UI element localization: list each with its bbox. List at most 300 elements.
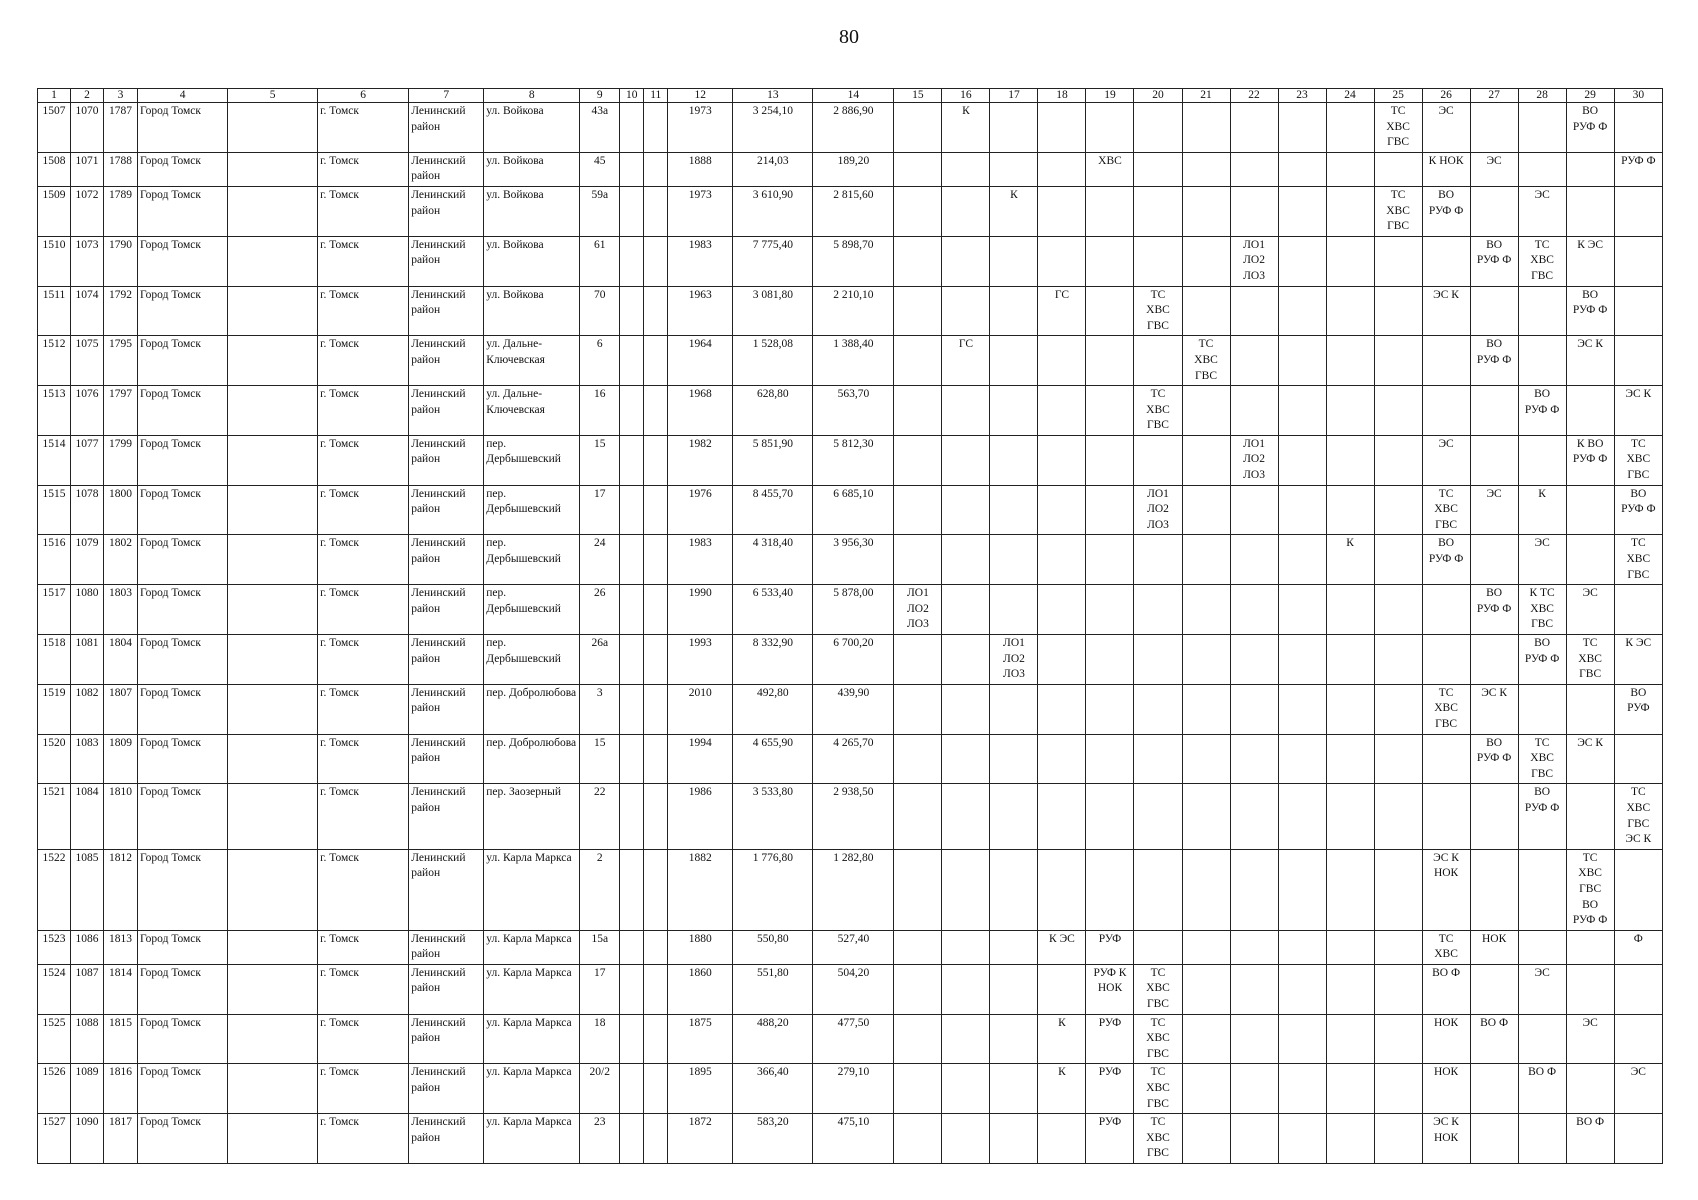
cell-col-27: ЭС bbox=[1470, 152, 1518, 186]
cell-col-5 bbox=[228, 103, 318, 153]
cell-col-2: 1079 bbox=[71, 535, 104, 585]
cell-col-20 bbox=[1134, 684, 1182, 734]
cell-col-22 bbox=[1230, 485, 1278, 535]
cell-col-18 bbox=[1038, 236, 1086, 286]
cell-col-24 bbox=[1326, 286, 1374, 336]
cell-col-15 bbox=[894, 635, 942, 685]
cell-col-16 bbox=[942, 1014, 990, 1064]
table-row bbox=[38, 103, 1663, 153]
cell-col-24 bbox=[1326, 1014, 1374, 1064]
cell-col-3: 1816 bbox=[104, 1064, 138, 1114]
cell-col-28: ТС ХВС ГВС bbox=[1518, 236, 1566, 286]
table-row bbox=[38, 236, 1663, 286]
cell-col-2: 1086 bbox=[71, 930, 104, 964]
cell-col-26: ТС ХВС ГВС bbox=[1422, 684, 1470, 734]
column-header-23: 23 bbox=[1278, 89, 1326, 103]
cell-col-15 bbox=[894, 186, 942, 236]
cell-col-13: 3 610,90 bbox=[733, 186, 813, 236]
cell-col-7: Ленинский район bbox=[409, 684, 484, 734]
cell-col-26 bbox=[1422, 236, 1470, 286]
cell-col-8: ул. Войкова bbox=[484, 152, 580, 186]
cell-col-13: 366,40 bbox=[733, 1064, 813, 1114]
cell-col-9: 15 bbox=[580, 435, 620, 485]
cell-col-11 bbox=[644, 964, 668, 1014]
cell-col-30 bbox=[1614, 964, 1662, 1014]
cell-col-2: 1084 bbox=[71, 784, 104, 849]
cell-col-2: 1083 bbox=[71, 734, 104, 784]
cell-col-6: г. Томск bbox=[318, 152, 409, 186]
cell-col-24 bbox=[1326, 386, 1374, 436]
cell-col-14: 279,10 bbox=[813, 1064, 894, 1114]
cell-col-29: К ЭС bbox=[1566, 236, 1614, 286]
cell-col-14: 5 898,70 bbox=[813, 236, 894, 286]
cell-col-28 bbox=[1518, 103, 1566, 153]
cell-col-30 bbox=[1614, 236, 1662, 286]
cell-col-18 bbox=[1038, 784, 1086, 849]
cell-col-14: 4 265,70 bbox=[813, 734, 894, 784]
cell-col-19: РУФ bbox=[1086, 930, 1134, 964]
cell-col-14: 1 388,40 bbox=[813, 336, 894, 386]
cell-col-8: ул. Дальне-Ключевская bbox=[484, 386, 580, 436]
cell-col-22 bbox=[1230, 930, 1278, 964]
cell-col-18 bbox=[1038, 336, 1086, 386]
cell-col-25 bbox=[1374, 236, 1422, 286]
cell-col-30: ВО РУФ Ф bbox=[1614, 485, 1662, 535]
cell-col-25 bbox=[1374, 1014, 1422, 1064]
cell-col-12: 1968 bbox=[668, 386, 733, 436]
cell-col-6: г. Томск bbox=[318, 635, 409, 685]
cell-col-21 bbox=[1182, 485, 1230, 535]
cell-col-2: 1081 bbox=[71, 635, 104, 685]
cell-col-20: ТС ХВС ГВС bbox=[1134, 386, 1182, 436]
cell-col-27: НОК bbox=[1470, 930, 1518, 964]
cell-col-19 bbox=[1086, 535, 1134, 585]
cell-col-17 bbox=[990, 930, 1038, 964]
cell-col-12: 1973 bbox=[668, 186, 733, 236]
cell-col-6: г. Томск bbox=[318, 286, 409, 336]
cell-col-4: Город Томск bbox=[138, 386, 228, 436]
cell-col-23 bbox=[1278, 784, 1326, 849]
cell-col-17 bbox=[990, 152, 1038, 186]
cell-col-28 bbox=[1518, 684, 1566, 734]
cell-col-5 bbox=[228, 535, 318, 585]
cell-col-22 bbox=[1230, 635, 1278, 685]
cell-col-28 bbox=[1518, 930, 1566, 964]
cell-col-28: К bbox=[1518, 485, 1566, 535]
cell-col-4: Город Томск bbox=[138, 152, 228, 186]
cell-col-28: ВО РУФ Ф bbox=[1518, 386, 1566, 436]
cell-col-24 bbox=[1326, 236, 1374, 286]
cell-col-9: 59а bbox=[580, 186, 620, 236]
cell-col-26: ВО Ф bbox=[1422, 964, 1470, 1014]
cell-col-24 bbox=[1326, 635, 1374, 685]
cell-col-7: Ленинский район bbox=[409, 286, 484, 336]
table-row bbox=[38, 585, 1663, 635]
cell-col-21 bbox=[1182, 186, 1230, 236]
cell-col-12: 1888 bbox=[668, 152, 733, 186]
cell-col-12: 1994 bbox=[668, 734, 733, 784]
cell-col-10 bbox=[620, 635, 644, 685]
cell-col-27: ЭС К bbox=[1470, 684, 1518, 734]
cell-col-22 bbox=[1230, 1014, 1278, 1064]
cell-col-11 bbox=[644, 684, 668, 734]
cell-col-14: 475,10 bbox=[813, 1114, 894, 1164]
cell-col-10 bbox=[620, 435, 644, 485]
cell-col-4: Город Томск bbox=[138, 1064, 228, 1114]
cell-col-10 bbox=[620, 684, 644, 734]
cell-col-7: Ленинский район bbox=[409, 336, 484, 386]
cell-col-15 bbox=[894, 152, 942, 186]
cell-col-26: НОК bbox=[1422, 1014, 1470, 1064]
cell-col-12: 1880 bbox=[668, 930, 733, 964]
cell-col-25 bbox=[1374, 1114, 1422, 1164]
cell-col-1: 1522 bbox=[38, 849, 71, 930]
cell-col-10 bbox=[620, 386, 644, 436]
cell-col-9: 45 bbox=[580, 152, 620, 186]
cell-col-23 bbox=[1278, 585, 1326, 635]
cell-col-20: ТС ХВС ГВС bbox=[1134, 964, 1182, 1014]
cell-col-17 bbox=[990, 734, 1038, 784]
cell-col-25 bbox=[1374, 684, 1422, 734]
cell-col-11 bbox=[644, 535, 668, 585]
cell-col-26 bbox=[1422, 336, 1470, 386]
cell-col-18: ГС bbox=[1038, 286, 1086, 336]
cell-col-3: 1803 bbox=[104, 585, 138, 635]
cell-col-11 bbox=[644, 336, 668, 386]
cell-col-4: Город Томск bbox=[138, 684, 228, 734]
cell-col-21 bbox=[1182, 930, 1230, 964]
cell-col-10 bbox=[620, 152, 644, 186]
cell-col-20: ТС ХВС ГВС bbox=[1134, 1114, 1182, 1164]
cell-col-14: 527,40 bbox=[813, 930, 894, 964]
column-header-20: 20 bbox=[1134, 89, 1182, 103]
column-header-17: 17 bbox=[990, 89, 1038, 103]
cell-col-13: 5 851,90 bbox=[733, 435, 813, 485]
cell-col-6: г. Томск bbox=[318, 336, 409, 386]
cell-col-11 bbox=[644, 585, 668, 635]
cell-col-11 bbox=[644, 1064, 668, 1114]
cell-col-27: ВО Ф bbox=[1470, 1014, 1518, 1064]
cell-col-16 bbox=[942, 684, 990, 734]
cell-col-8: пер. Добролюбова bbox=[484, 684, 580, 734]
table-row bbox=[38, 964, 1663, 1014]
cell-col-23 bbox=[1278, 186, 1326, 236]
cell-col-23 bbox=[1278, 1114, 1326, 1164]
cell-col-13: 4 655,90 bbox=[733, 734, 813, 784]
cell-col-4: Город Томск bbox=[138, 585, 228, 635]
cell-col-26 bbox=[1422, 635, 1470, 685]
cell-col-16 bbox=[942, 236, 990, 286]
cell-col-30 bbox=[1614, 1114, 1662, 1164]
cell-col-23 bbox=[1278, 103, 1326, 153]
cell-col-16 bbox=[942, 635, 990, 685]
cell-col-29: ЭС bbox=[1566, 585, 1614, 635]
cell-col-24 bbox=[1326, 435, 1374, 485]
cell-col-20: ТС ХВС ГВС bbox=[1134, 286, 1182, 336]
cell-col-7: Ленинский район bbox=[409, 930, 484, 964]
cell-col-18 bbox=[1038, 152, 1086, 186]
cell-col-29: ЭС К bbox=[1566, 734, 1614, 784]
column-header-5: 5 bbox=[228, 89, 318, 103]
cell-col-20 bbox=[1134, 849, 1182, 930]
cell-col-18: К ЭС bbox=[1038, 930, 1086, 964]
cell-col-15 bbox=[894, 286, 942, 336]
cell-col-20 bbox=[1134, 186, 1182, 236]
cell-col-14: 5 812,30 bbox=[813, 435, 894, 485]
cell-col-25 bbox=[1374, 585, 1422, 635]
cell-col-30 bbox=[1614, 849, 1662, 930]
cell-col-12: 1990 bbox=[668, 585, 733, 635]
cell-col-11 bbox=[644, 152, 668, 186]
cell-col-13: 551,80 bbox=[733, 964, 813, 1014]
cell-col-22 bbox=[1230, 535, 1278, 585]
cell-col-6: г. Томск bbox=[318, 386, 409, 436]
cell-col-30: ВО РУФ bbox=[1614, 684, 1662, 734]
cell-col-4: Город Томск bbox=[138, 286, 228, 336]
cell-col-30: Ф bbox=[1614, 930, 1662, 964]
cell-col-17 bbox=[990, 535, 1038, 585]
cell-col-4: Город Томск bbox=[138, 236, 228, 286]
cell-col-9: 18 bbox=[580, 1014, 620, 1064]
cell-col-11 bbox=[644, 784, 668, 849]
cell-col-8: ул. Войкова bbox=[484, 236, 580, 286]
cell-col-1: 1526 bbox=[38, 1064, 71, 1114]
cell-col-16 bbox=[942, 186, 990, 236]
cell-col-7: Ленинский район bbox=[409, 1064, 484, 1114]
cell-col-10 bbox=[620, 1114, 644, 1164]
cell-col-27 bbox=[1470, 635, 1518, 685]
cell-col-18: К bbox=[1038, 1064, 1086, 1114]
cell-col-14: 3 956,30 bbox=[813, 535, 894, 585]
cell-col-9: 26 bbox=[580, 585, 620, 635]
cell-col-27 bbox=[1470, 964, 1518, 1014]
cell-col-26 bbox=[1422, 734, 1470, 784]
cell-col-19: РУФ К НОК bbox=[1086, 964, 1134, 1014]
cell-col-10 bbox=[620, 585, 644, 635]
cell-col-13: 3 254,10 bbox=[733, 103, 813, 153]
cell-col-15 bbox=[894, 930, 942, 964]
cell-col-10 bbox=[620, 784, 644, 849]
cell-col-24 bbox=[1326, 930, 1374, 964]
cell-col-23 bbox=[1278, 485, 1326, 535]
cell-col-22 bbox=[1230, 1114, 1278, 1164]
cell-col-21 bbox=[1182, 386, 1230, 436]
cell-col-14: 439,90 bbox=[813, 684, 894, 734]
cell-col-24 bbox=[1326, 336, 1374, 386]
cell-col-19 bbox=[1086, 585, 1134, 635]
cell-col-24 bbox=[1326, 1114, 1374, 1164]
cell-col-22 bbox=[1230, 849, 1278, 930]
column-number-header-row bbox=[38, 89, 1663, 103]
cell-col-2: 1087 bbox=[71, 964, 104, 1014]
cell-col-1: 1520 bbox=[38, 734, 71, 784]
cell-col-17 bbox=[990, 386, 1038, 436]
cell-col-29: ВО Ф bbox=[1566, 1114, 1614, 1164]
cell-col-12: 1976 bbox=[668, 485, 733, 535]
cell-col-27 bbox=[1470, 1114, 1518, 1164]
cell-col-11 bbox=[644, 1114, 668, 1164]
cell-col-25 bbox=[1374, 930, 1422, 964]
cell-col-11 bbox=[644, 849, 668, 930]
cell-col-21 bbox=[1182, 684, 1230, 734]
cell-col-5 bbox=[228, 386, 318, 436]
cell-col-7: Ленинский район bbox=[409, 784, 484, 849]
column-header-10: 10 bbox=[620, 89, 644, 103]
cell-col-21 bbox=[1182, 103, 1230, 153]
cell-col-1: 1525 bbox=[38, 1014, 71, 1064]
cell-col-3: 1799 bbox=[104, 435, 138, 485]
cell-col-8: ул. Карла Маркса bbox=[484, 1114, 580, 1164]
cell-col-20 bbox=[1134, 635, 1182, 685]
column-header-29: 29 bbox=[1566, 89, 1614, 103]
cell-col-21 bbox=[1182, 152, 1230, 186]
cell-col-1: 1510 bbox=[38, 236, 71, 286]
cell-col-1: 1519 bbox=[38, 684, 71, 734]
column-header-26: 26 bbox=[1422, 89, 1470, 103]
column-header-11: 11 bbox=[644, 89, 668, 103]
cell-col-16 bbox=[942, 535, 990, 585]
cell-col-23 bbox=[1278, 152, 1326, 186]
cell-col-16 bbox=[942, 152, 990, 186]
cell-col-21 bbox=[1182, 435, 1230, 485]
cell-col-22: ЛО1 ЛО2 ЛО3 bbox=[1230, 236, 1278, 286]
cell-col-13: 583,20 bbox=[733, 1114, 813, 1164]
cell-col-7: Ленинский район bbox=[409, 386, 484, 436]
cell-col-22 bbox=[1230, 1064, 1278, 1114]
cell-col-6: г. Томск bbox=[318, 849, 409, 930]
cell-col-20: ТС ХВС ГВС bbox=[1134, 1014, 1182, 1064]
column-header-2: 2 bbox=[71, 89, 104, 103]
cell-col-10 bbox=[620, 485, 644, 535]
cell-col-15 bbox=[894, 1114, 942, 1164]
cell-col-16 bbox=[942, 1114, 990, 1164]
column-header-14: 14 bbox=[813, 89, 894, 103]
cell-col-18 bbox=[1038, 186, 1086, 236]
cell-col-8: пер. Дербышевский bbox=[484, 585, 580, 635]
cell-col-24: К bbox=[1326, 535, 1374, 585]
cell-col-28: ВО РУФ Ф bbox=[1518, 635, 1566, 685]
cell-col-23 bbox=[1278, 336, 1326, 386]
cell-col-8: пер. Дербышевский bbox=[484, 635, 580, 685]
cell-col-15 bbox=[894, 236, 942, 286]
cell-col-23 bbox=[1278, 930, 1326, 964]
cell-col-29: К ВО РУФ Ф bbox=[1566, 435, 1614, 485]
cell-col-15 bbox=[894, 535, 942, 585]
cell-col-23 bbox=[1278, 535, 1326, 585]
cell-col-17 bbox=[990, 286, 1038, 336]
cell-col-6: г. Томск bbox=[318, 1064, 409, 1114]
cell-col-2: 1090 bbox=[71, 1114, 104, 1164]
cell-col-23 bbox=[1278, 386, 1326, 436]
cell-col-10 bbox=[620, 186, 644, 236]
table-row bbox=[38, 784, 1663, 849]
cell-col-22 bbox=[1230, 684, 1278, 734]
column-header-30: 30 bbox=[1614, 89, 1662, 103]
cell-col-9: 17 bbox=[580, 964, 620, 1014]
cell-col-7: Ленинский район bbox=[409, 849, 484, 930]
cell-col-1: 1514 bbox=[38, 435, 71, 485]
cell-col-22: ЛО1 ЛО2 ЛО3 bbox=[1230, 435, 1278, 485]
cell-col-11 bbox=[644, 286, 668, 336]
table-row bbox=[38, 336, 1663, 386]
cell-col-19 bbox=[1086, 784, 1134, 849]
table-row bbox=[38, 286, 1663, 336]
cell-col-19 bbox=[1086, 336, 1134, 386]
cell-col-5 bbox=[228, 236, 318, 286]
cell-col-7: Ленинский район bbox=[409, 585, 484, 635]
cell-col-11 bbox=[644, 930, 668, 964]
column-header-24: 24 bbox=[1326, 89, 1374, 103]
cell-col-30 bbox=[1614, 186, 1662, 236]
cell-col-29: ВО РУФ Ф bbox=[1566, 286, 1614, 336]
cell-col-6: г. Томск bbox=[318, 684, 409, 734]
cell-col-18 bbox=[1038, 635, 1086, 685]
cell-col-5 bbox=[228, 435, 318, 485]
cell-col-12: 1895 bbox=[668, 1064, 733, 1114]
column-header-21: 21 bbox=[1182, 89, 1230, 103]
cell-col-11 bbox=[644, 734, 668, 784]
cell-col-28: ВО РУФ Ф bbox=[1518, 784, 1566, 849]
cell-col-23 bbox=[1278, 635, 1326, 685]
cell-col-16 bbox=[942, 849, 990, 930]
cell-col-4: Город Томск bbox=[138, 964, 228, 1014]
cell-col-1: 1513 bbox=[38, 386, 71, 436]
cell-col-9: 15 bbox=[580, 734, 620, 784]
cell-col-9: 43а bbox=[580, 103, 620, 153]
cell-col-29 bbox=[1566, 930, 1614, 964]
cell-col-29 bbox=[1566, 485, 1614, 535]
cell-col-15 bbox=[894, 336, 942, 386]
cell-col-4: Город Томск bbox=[138, 1114, 228, 1164]
cell-col-30 bbox=[1614, 1014, 1662, 1064]
cell-col-5 bbox=[228, 152, 318, 186]
cell-col-2: 1078 bbox=[71, 485, 104, 535]
cell-col-9: 23 bbox=[580, 1114, 620, 1164]
cell-col-19 bbox=[1086, 186, 1134, 236]
cell-col-30 bbox=[1614, 585, 1662, 635]
cell-col-11 bbox=[644, 485, 668, 535]
housing-register-table bbox=[37, 88, 1663, 1164]
cell-col-8: пер. Дербышевский bbox=[484, 535, 580, 585]
cell-col-16 bbox=[942, 784, 990, 849]
cell-col-28: ЭС bbox=[1518, 186, 1566, 236]
cell-col-29: ЭС К bbox=[1566, 336, 1614, 386]
cell-col-30: ЭС К bbox=[1614, 386, 1662, 436]
cell-col-7: Ленинский район bbox=[409, 435, 484, 485]
cell-col-30: РУФ Ф bbox=[1614, 152, 1662, 186]
cell-col-11 bbox=[644, 635, 668, 685]
cell-col-20 bbox=[1134, 734, 1182, 784]
cell-col-27: ВО РУФ Ф bbox=[1470, 336, 1518, 386]
cell-col-26: К НОК bbox=[1422, 152, 1470, 186]
cell-col-5 bbox=[228, 1014, 318, 1064]
cell-col-5 bbox=[228, 1064, 318, 1114]
cell-col-16 bbox=[942, 930, 990, 964]
table-row bbox=[38, 435, 1663, 485]
cell-col-24 bbox=[1326, 734, 1374, 784]
cell-col-4: Город Томск bbox=[138, 336, 228, 386]
cell-col-22 bbox=[1230, 386, 1278, 436]
cell-col-28 bbox=[1518, 849, 1566, 930]
cell-col-3: 1809 bbox=[104, 734, 138, 784]
cell-col-25 bbox=[1374, 485, 1422, 535]
cell-col-18 bbox=[1038, 964, 1086, 1014]
cell-col-19: ХВС bbox=[1086, 152, 1134, 186]
table-row bbox=[38, 1064, 1663, 1114]
cell-col-9: 61 bbox=[580, 236, 620, 286]
cell-col-16 bbox=[942, 435, 990, 485]
cell-col-24 bbox=[1326, 849, 1374, 930]
